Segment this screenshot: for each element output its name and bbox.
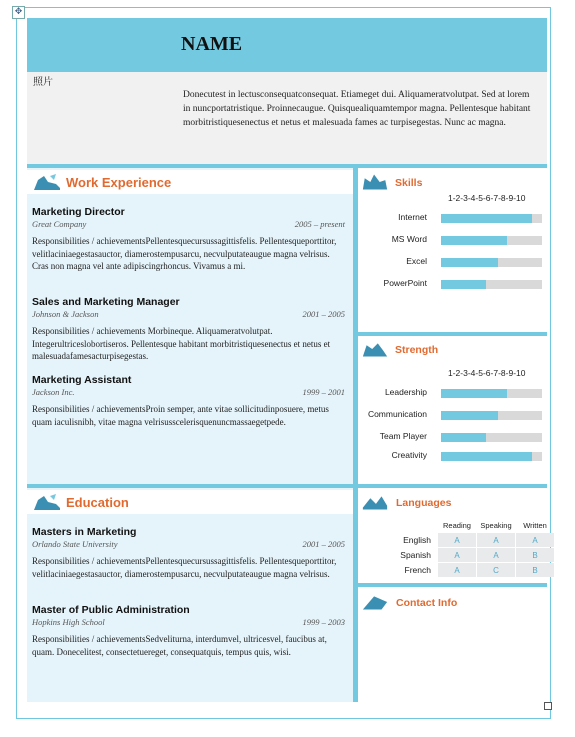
language-level[interactable]: A <box>477 548 515 562</box>
education-dates[interactable]: 2001 – 2005 <box>302 539 345 549</box>
language-name[interactable]: Spanish <box>400 550 431 560</box>
job-company[interactable]: Johnson & Jackson <box>32 309 99 319</box>
skills-row <box>360 256 545 268</box>
skills-row <box>360 278 545 290</box>
divider-languages <box>358 583 547 587</box>
job-company[interactable]: Great Company <box>32 219 87 229</box>
language-name[interactable]: French <box>404 565 431 575</box>
job-title[interactable]: Sales and Marketing Manager <box>32 296 180 308</box>
shoe-icon <box>32 172 62 192</box>
lang-col-header[interactable]: Speaking <box>480 520 512 530</box>
skills-label[interactable]: Internet <box>398 212 427 222</box>
language-level[interactable]: A <box>438 548 476 562</box>
strength-bar-track <box>441 433 542 442</box>
strength-bar-track <box>441 452 542 461</box>
skills-row <box>360 212 545 224</box>
shoe-icon <box>361 172 389 192</box>
strength-row <box>360 387 545 399</box>
languages-section-title[interactable]: Languages <box>396 497 452 509</box>
lang-header-blank <box>396 518 437 532</box>
language-level[interactable]: A <box>438 533 476 547</box>
languages-table <box>395 517 555 578</box>
job-dates[interactable]: 1999 – 2001 <box>302 387 345 397</box>
degree-title[interactable]: Masters in Marketing <box>32 526 137 538</box>
strength-label[interactable]: Team Player <box>379 431 427 441</box>
language-level[interactable]: C <box>477 563 515 577</box>
job-company[interactable]: Jackson Inc. <box>32 387 75 397</box>
language-level[interactable]: B <box>516 548 554 562</box>
degree-title[interactable]: Master of Public Administration <box>32 604 190 616</box>
language-row <box>396 533 554 547</box>
education-entry <box>32 526 345 580</box>
job-title[interactable]: Marketing Director <box>32 206 125 218</box>
school-name[interactable]: Hopkins High School <box>32 617 105 627</box>
skills-label[interactable]: PowerPoint <box>383 278 427 288</box>
skills-section-title[interactable]: Skills <box>395 177 423 189</box>
shoe-icon <box>361 492 389 512</box>
job-entry <box>32 206 345 273</box>
language-row <box>396 548 554 562</box>
shoe-icon <box>361 592 389 612</box>
education-description[interactable]: Responsibilities / achievementsSedveliturna, interdumvel, ultricesvel, faucibus at, quam. Donecelitest, consectetuereget, consequatquis, tempus quis, wisi. <box>32 634 327 657</box>
skills-bar-fill <box>441 258 498 267</box>
skills-bar-fill <box>441 280 486 289</box>
language-name[interactable]: English <box>403 535 431 545</box>
strength-bar-fill <box>441 411 498 420</box>
job-dates[interactable]: 2001 – 2005 <box>302 309 345 319</box>
skills-bar-track <box>441 214 542 223</box>
job-entry <box>32 374 345 428</box>
column-separator <box>353 164 358 702</box>
language-row <box>396 563 554 577</box>
strength-scale: 1-2-3-4-5-6-7-8-9-10 <box>448 368 526 378</box>
languages-header-row <box>396 518 554 532</box>
job-dates[interactable]: 2005 – present <box>294 219 345 229</box>
job-description[interactable]: Responsibilities / achievements Morbineque. Aliquameratvolutpat. Integerultricesloborti​seros. Pellentesque habitant morbitristiquesenectus et netus et malesuadafamesacturpisegestas. <box>32 326 331 361</box>
strength-row <box>360 431 545 443</box>
shoe-icon <box>361 339 389 359</box>
strength-label[interactable]: Creativity <box>391 450 427 460</box>
skills-bar-track <box>441 258 542 267</box>
education-entry <box>32 604 345 658</box>
language-level[interactable]: A <box>516 533 554 547</box>
strength-row <box>360 409 545 421</box>
photo-label[interactable]: 照片 <box>33 77 53 88</box>
education-dates[interactable]: 1999 – 2003 <box>302 617 345 627</box>
header-band <box>27 18 547 72</box>
language-level[interactable]: B <box>516 563 554 577</box>
skills-bar-track <box>441 236 542 245</box>
strength-bar-track <box>441 389 542 398</box>
language-level[interactable]: A <box>438 563 476 577</box>
education-description[interactable]: Responsibilities / achievementsPellentesquecursussagittisfelis. Pellentesqueporttitor, velitlaciniaegestasauctor, diamerostempusarcu, necvulputateaugue magna velrisus. <box>32 556 337 579</box>
skills-row <box>360 234 545 246</box>
job-title[interactable]: Marketing Assistant <box>32 374 132 386</box>
shoe-icon <box>32 492 62 512</box>
skills-label[interactable]: MS Word <box>391 234 427 244</box>
strength-bar-fill <box>441 452 532 461</box>
divider-skills <box>358 332 547 336</box>
education-section-title[interactable]: Education <box>66 495 129 510</box>
lang-col-header[interactable]: Written <box>523 520 547 530</box>
skills-scale: 1-2-3-4-5-6-7-8-9-10 <box>448 193 526 203</box>
job-description[interactable]: Responsibilities / achievementsProin semper, ante vitae sollicitudinposuere, metus quam iaculisnibh, vitae magna velrisussceleri​squenuncmassaegetpede. <box>32 404 329 427</box>
lang-col-header[interactable]: Reading <box>443 520 471 530</box>
strength-section-title[interactable]: Strength <box>395 344 439 356</box>
intro-text[interactable]: Donecutest in lectusconsequatconsequat. Etiameget dui. Aliquameratvolutpat. Sed at lorem in nuncportatristique. Proinnecaugue. Quisquealiquamtempor magna. Pellentesque habitant morbitristiquesenectus et netus et malesuada fames ac turpisegestas. Nunc ac magna. <box>183 90 531 128</box>
resize-handle-icon[interactable] <box>544 702 552 710</box>
skills-bar-fill <box>441 236 507 245</box>
education-panel <box>27 488 353 702</box>
school-name[interactable]: Orlando State University <box>32 539 118 549</box>
strength-bar-track <box>441 411 542 420</box>
strength-row <box>360 450 545 462</box>
skills-bar-fill <box>441 214 532 223</box>
strength-bar-fill <box>441 389 507 398</box>
work-section-title[interactable]: Work Experience <box>66 175 172 190</box>
strength-bar-fill <box>441 433 486 442</box>
resume-name[interactable]: NAME <box>181 33 243 55</box>
job-entry <box>32 296 345 363</box>
strength-label[interactable]: Communication <box>367 409 427 419</box>
job-description[interactable]: Responsibilities / achievementsPellentesquecursussagittisfelis. Pellentesqueporttitor, velitlaciniaegestasauctor, diamerostempusarcu, necvulputateaugue magna velrisus. Cras non magna vel ante adipiscingrhoncus. Vivamus a mi. <box>32 236 337 271</box>
strength-label[interactable]: Leadership <box>384 387 427 397</box>
skills-label[interactable]: Excel <box>406 256 427 266</box>
contact-section-title[interactable]: Contact Info <box>396 597 458 609</box>
table-move-handle-icon[interactable]: ✥ <box>12 6 25 19</box>
skills-bar-track <box>441 280 542 289</box>
language-level[interactable]: A <box>477 533 515 547</box>
